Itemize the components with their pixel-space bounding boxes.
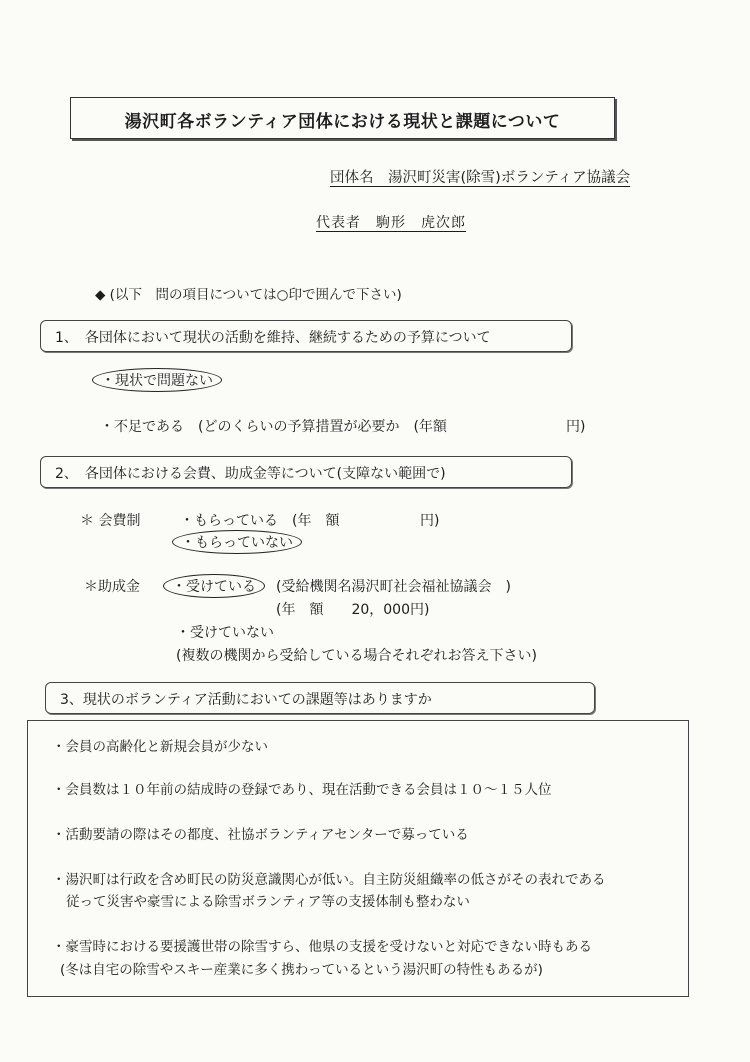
q3-answer-4: ・湯沢町は行政を含め町民の防災意識関心が低い。自主防災組織率の低さがその表れである: [52, 872, 606, 888]
instruction-text: ◆ (以下 問の項目については○印で囲んで下さい): [95, 287, 402, 303]
q2-grant-option-receive-circled: ・受けている: [163, 574, 265, 598]
q1-option-insufficient-unit: 円): [566, 419, 586, 435]
q2-grant-label: ＊助成金: [84, 579, 140, 595]
q2-grant-option-not-receive: ・受けていない: [176, 625, 274, 641]
q3-answer-4-continued: 従って災害や豪雪による除雪ボランティア等の支援体制も整わない: [66, 894, 470, 910]
q3-answer-5: ・豪雪時における要援護世帯の除雪すら、他県の支援を受けないと対応できない時もある: [52, 939, 592, 955]
document-title: 湯沢町各ボランティア団体における現状と課題について: [124, 112, 561, 132]
question-3-header: 3、現状のボランティア活動においての課題等はありますか: [60, 692, 432, 708]
organization-name: 団体名 湯沢町災害(除雪)ボランティア協議会: [330, 170, 631, 186]
q2-grant-note: (複数の機関から受給している場合それぞれお答え下さい): [176, 648, 537, 664]
representative-name: 代表者 駒形 虎次郎: [316, 215, 466, 231]
q1-option-no-problem-circled: ・現状で問題ない: [92, 368, 222, 392]
q2-grant-organization: (受給機関名湯沢町社会福祉協議会 ): [276, 579, 511, 595]
q1-option-insufficient: ・不足である (どのくらいの予算措置が必要か (年額: [100, 419, 447, 435]
document-title-box: [70, 97, 615, 139]
q3-answer-1: ・会員の高齢化と新規会員が少ない: [52, 739, 268, 755]
q2-fee-option-receive-unit: 円): [420, 513, 440, 529]
question-1-header: 1、 各団体において現状の活動を維持、継続するための予算について: [55, 330, 491, 346]
question-3-box: [45, 682, 595, 714]
q3-answer-2: ・会員数は１０年前の結成時の登録であり、現在活動できる会員は１０～１５人位: [52, 782, 552, 798]
q3-answer-box: [27, 720, 689, 997]
q3-answer-3: ・活動要請の際はその都度、社協ボランティアセンターで募っている: [52, 827, 469, 843]
q3-answer-5-continued: (冬は自宅の除雪やスキー産業に多く携わっているという湯沢町の特性もあるが): [60, 962, 543, 978]
q2-fee-label: ＊ 会費制: [80, 513, 141, 529]
question-1-box: [40, 320, 572, 352]
q2-grant-amount: (年 額 20，000円): [276, 602, 430, 618]
question-2-header: 2、 各団体における会費、助成金等について(支障ない範囲で): [55, 466, 446, 482]
question-2-box: [40, 456, 572, 488]
q2-fee-option-not-receive-circled: ・もらっていない: [172, 530, 302, 554]
q2-fee-option-receive: ・もらっている (年 額: [180, 513, 340, 529]
